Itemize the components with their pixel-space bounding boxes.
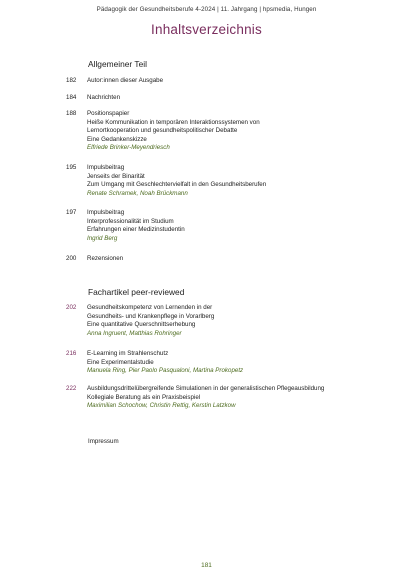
toc-authors: Elfriede Brinker-Meyendriesch bbox=[87, 144, 170, 152]
toc-entry[interactable] bbox=[66, 209, 396, 243]
toc-entry[interactable] bbox=[66, 385, 396, 411]
toc-title: Autor:innen dieser Ausgabe bbox=[87, 77, 164, 84]
toc-authors: Ingrid Berg bbox=[87, 234, 118, 242]
toc-entry[interactable] bbox=[66, 110, 396, 153]
toc-page-number: 222 bbox=[66, 385, 77, 392]
toc-title: Positionspapier bbox=[87, 110, 130, 117]
toc-title: Eine quantitative Querschnittserhebung bbox=[87, 321, 196, 329]
toc-title: Eine Gedankenskizze bbox=[87, 135, 147, 143]
toc-page-number: 188 bbox=[66, 110, 77, 117]
toc-title: Jenseits der Binarität bbox=[87, 172, 145, 180]
toc-title: Eine Experimentalstudie bbox=[87, 358, 154, 366]
toc-title: Rezensionen bbox=[87, 255, 124, 262]
toc-title: Lernortkooperation und gesundheitspolitischer Debatte bbox=[87, 127, 238, 135]
toc-title: Gesundheitskompetenz von Lernenden in der bbox=[87, 304, 213, 311]
toc-page-number: 202 bbox=[66, 304, 77, 311]
toc-page-number: 195 bbox=[66, 164, 77, 171]
toc-authors: Manuela Ring, Pier Paolo Pasqualoni, Martina Prokopetz bbox=[87, 367, 244, 375]
toc-title: Ausbildungsdrittelübergreifende Simulationen in der generalistischen Pflegeausbildung bbox=[87, 385, 325, 392]
toc-entry[interactable] bbox=[66, 94, 396, 103]
toc-entry[interactable] bbox=[66, 77, 396, 86]
toc-page-number: 182 bbox=[66, 77, 77, 84]
toc-title: Erfahrungen einer Medizinstudentin bbox=[87, 226, 185, 234]
toc-authors: Maximilian Schochow, Christin Rettig, Kerstin Latzkow bbox=[87, 402, 236, 410]
toc-title: Gesundheits- und Krankenpflege in Vorarlberg bbox=[87, 312, 215, 320]
toc-title: Nachrichten bbox=[87, 94, 121, 101]
section-heading-general: Allgemeiner Teil bbox=[88, 59, 147, 69]
toc-page-number: 200 bbox=[66, 255, 77, 262]
toc-entry[interactable] bbox=[66, 255, 396, 264]
toc-title: Zum Umgang mit Geschlechtervielfalt in den Gesundheitsberufen bbox=[87, 181, 267, 189]
section-heading-peer-reviewed: Fachartikel peer-reviewed bbox=[88, 287, 185, 297]
toc-authors: Anna Ingruent, Matthias Rohringer bbox=[87, 329, 182, 337]
running-head: Pädagogik der Gesundheitsberufe 4-2024 | 11. Jahrgang | hpsmedia, Hungen bbox=[96, 6, 317, 13]
toc-entry[interactable] bbox=[66, 304, 396, 338]
toc-title: Heiße Kommunikation in temporären Interaktionssystemen von bbox=[87, 118, 260, 126]
toc-entry[interactable] bbox=[66, 350, 396, 376]
toc-title: E-Learning im Strahlenschutz bbox=[87, 350, 169, 357]
toc-entry[interactable] bbox=[66, 164, 396, 198]
toc-title: Kollegiale Beratung als ein Praxisbeispiel bbox=[87, 393, 201, 401]
page-title: Inhaltsverzeichnis bbox=[151, 22, 262, 37]
impressum-link[interactable]: Impressum bbox=[88, 438, 119, 445]
toc-title: Impulsbeitrag bbox=[87, 209, 125, 216]
toc-page-number: 184 bbox=[66, 94, 77, 101]
toc-title: Impulsbeitrag bbox=[87, 164, 125, 171]
toc-page-number: 216 bbox=[66, 350, 77, 357]
toc-authors: Renate Schramek, Noah Brückmann bbox=[87, 189, 188, 197]
toc-page-number: 197 bbox=[66, 209, 77, 216]
page-number: 181 bbox=[201, 562, 212, 569]
toc-title: Interprofessionalität im Studium bbox=[87, 217, 174, 225]
